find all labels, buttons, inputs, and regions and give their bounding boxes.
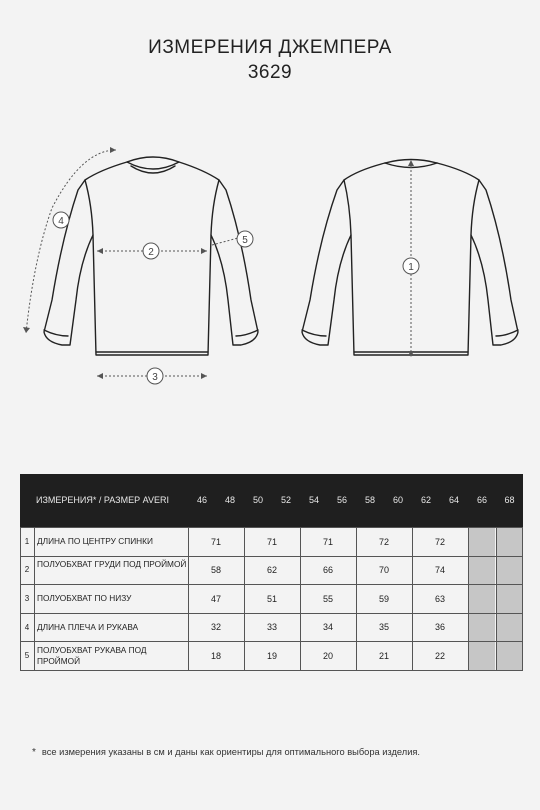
table-row: 4 ДЛИНА ПЛЕЧА И РУКАВА 32 33 34 35 36 (20, 614, 523, 642)
marker-5: 5 (242, 235, 248, 246)
footnote-asterisk: * (32, 747, 36, 758)
size-col: 60 (392, 495, 403, 505)
size-col: 48 (224, 495, 235, 505)
header-label: ИЗМЕРЕНИЯ* / РАЗМЕР AVERI (36, 495, 169, 505)
size-col: 62 (420, 495, 431, 505)
marker-3: 3 (152, 372, 158, 383)
footnote (32, 747, 420, 758)
size-col: 52 (280, 495, 291, 505)
size-col: 46 (196, 495, 207, 505)
marker-4: 4 (58, 216, 64, 227)
size-col: 58 (364, 495, 375, 505)
size-col: 64 (448, 495, 459, 505)
marker-1: 1 (408, 262, 414, 273)
size-table (20, 474, 523, 670)
table-row: 2 ПОЛУОБХВАТ ГРУДИ ПОД ПРОЙМОЙ 58 62 66 70 74 (20, 556, 523, 585)
table-row: 1 ДЛИНА ПО ЦЕНТРУ СПИНКИ 71 71 71 72 72 (20, 527, 523, 557)
size-col: 66 (476, 495, 487, 505)
size-col: 56 (336, 495, 347, 505)
size-col: 50 (252, 495, 263, 505)
article-number: 3629 (247, 62, 293, 83)
marker-2: 2 (148, 247, 154, 258)
size-col: 68 (504, 495, 515, 505)
table-header (20, 474, 523, 527)
size-col: 54 (308, 495, 319, 505)
page-title: ИЗМЕРЕНИЯ ДЖЕМПЕРА (148, 37, 392, 58)
table-row: 3 ПОЛУОБХВАТ ПО НИЗУ 47 51 55 59 63 (20, 585, 523, 614)
footnote-text: все измерения указаны в см и даны как ориентиры для оптимального выбора изделия. (41, 747, 421, 757)
table-row: 5 ПОЛУОБХВАТ РУКАВА ПОД ПРОЙМОЙ 18 19 20 21 22 (20, 642, 523, 671)
